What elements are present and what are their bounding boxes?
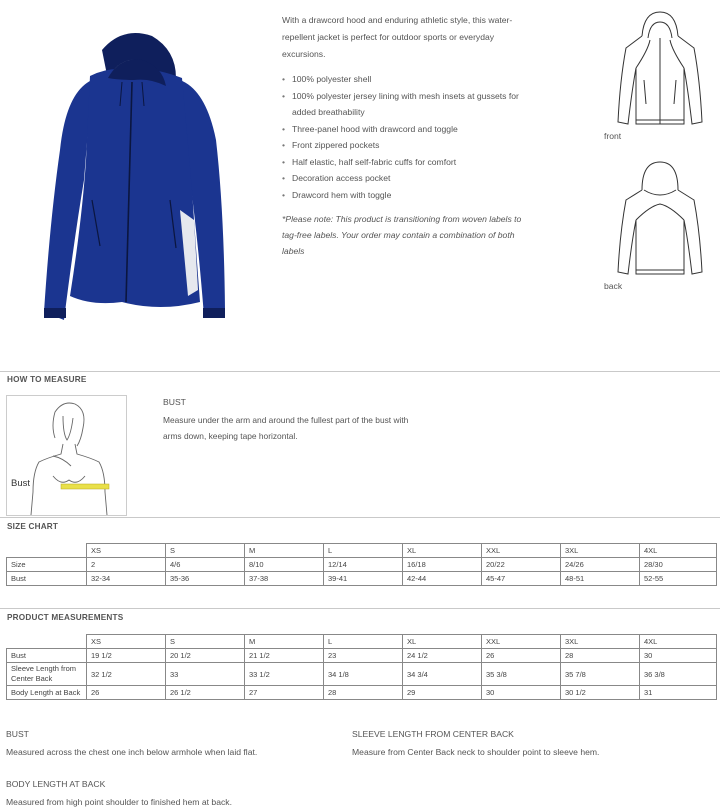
- table-cell: 30 1/2: [561, 686, 640, 700]
- empty-cell: [7, 544, 87, 558]
- table-cell: 12/14: [324, 558, 403, 572]
- table-cell: 8/10: [245, 558, 324, 572]
- table-cell: 23: [324, 649, 403, 663]
- table-cell: 26: [87, 686, 166, 700]
- bust-text: Measure under the arm and around the fullest part of the bust with arms down, keeping tape horizontal.: [163, 415, 409, 441]
- table-cell: 20/22: [482, 558, 561, 572]
- table-cell: 24/26: [561, 558, 640, 572]
- table-cell: 2: [87, 558, 166, 572]
- table-cell: 52-55: [640, 572, 717, 586]
- column-header: XS: [87, 544, 166, 558]
- divider: [0, 517, 720, 518]
- front-label: front: [604, 131, 622, 141]
- definition-heading: BUST: [6, 729, 29, 739]
- jacket-product-image: [30, 20, 235, 340]
- table-cell: 36 3/8: [640, 663, 717, 686]
- list-item: • Half elastic, half self-fabric cuffs for comfort: [282, 154, 522, 171]
- row-label: Sleeve Length from Center Back: [7, 663, 87, 686]
- table-cell: 32-34: [87, 572, 166, 586]
- table-cell: 33: [166, 663, 245, 686]
- row-label: Size: [7, 558, 87, 572]
- list-item: • 100% polyester jersey lining with mesh insets at gussets for added breathability: [282, 88, 522, 121]
- list-item: • 100% polyester shell: [282, 71, 522, 88]
- column-header: M: [245, 544, 324, 558]
- table-cell: 35-36: [166, 572, 245, 586]
- empty-cell: [7, 635, 87, 649]
- size-chart-title: SIZE CHART: [7, 522, 59, 531]
- list-item: • Three-panel hood with drawcord and toggle: [282, 121, 522, 138]
- table-cell: 42-44: [403, 572, 482, 586]
- column-header: S: [166, 635, 245, 649]
- bust-instructions: [163, 397, 423, 444]
- table-cell: 37-38: [245, 572, 324, 586]
- column-header: XXL: [482, 544, 561, 558]
- column-header: 3XL: [561, 635, 640, 649]
- back-flat-sketch: [614, 160, 706, 280]
- row-label: Body Length at Back: [7, 686, 87, 700]
- divider: [0, 608, 720, 609]
- list-item: • Front zippered pockets: [282, 137, 522, 154]
- table-cell: 33 1/2: [245, 663, 324, 686]
- sleeve-definition: [352, 729, 712, 757]
- table-cell: 26: [482, 649, 561, 663]
- table-cell: 35 3/8: [482, 663, 561, 686]
- list-item: • Decoration access pocket: [282, 170, 522, 187]
- body-length-definition: [6, 779, 346, 807]
- table-cell: 26 1/2: [166, 686, 245, 700]
- column-header: L: [324, 635, 403, 649]
- table-cell: 45-47: [482, 572, 561, 586]
- divider: [0, 371, 720, 372]
- label-note: *Please note: This product is transitioning from woven labels to tag-free labels. Your order may contain a combination of both labels: [282, 214, 522, 256]
- table-cell: 34 3/4: [403, 663, 482, 686]
- table-cell: 28: [324, 686, 403, 700]
- table-cell: 30: [482, 686, 561, 700]
- column-header: 4XL: [640, 544, 717, 558]
- table-cell: 21 1/2: [245, 649, 324, 663]
- table-cell: 39-41: [324, 572, 403, 586]
- column-header: L: [324, 544, 403, 558]
- size-chart-table: [6, 543, 717, 586]
- feature-list: [282, 71, 522, 203]
- table-cell: 16/18: [403, 558, 482, 572]
- back-label: back: [604, 281, 623, 291]
- product-description: [282, 12, 522, 259]
- table-cell: 19 1/2: [87, 649, 166, 663]
- table-cell: 31: [640, 686, 717, 700]
- table-cell: 29: [403, 686, 482, 700]
- table-cell: 4/6: [166, 558, 245, 572]
- measure-figure: [6, 395, 127, 516]
- column-header: XS: [87, 635, 166, 649]
- figure-outline: [7, 396, 126, 515]
- column-header: M: [245, 635, 324, 649]
- table-cell: 20 1/2: [166, 649, 245, 663]
- definition-heading: BODY LENGTH AT BACK: [6, 779, 106, 789]
- column-header: XL: [403, 544, 482, 558]
- product-intro: With a drawcord hood and enduring athletic style, this water-repellent jacket is perfect for outdoor sports or everyday excursions.: [282, 15, 513, 59]
- table-cell: 35 7/8: [561, 663, 640, 686]
- table-row: [7, 686, 717, 700]
- column-header: XXL: [482, 635, 561, 649]
- definition-heading: SLEEVE LENGTH FROM CENTER BACK: [352, 729, 514, 739]
- table-cell: 32 1/2: [87, 663, 166, 686]
- list-item: • Drawcord hem with toggle: [282, 187, 522, 204]
- product-measurements-table: [6, 634, 717, 700]
- table-cell: 28/30: [640, 558, 717, 572]
- definition-text: Measure from Center Back neck to shoulder point to sleeve hem.: [352, 747, 600, 757]
- column-header: 3XL: [561, 544, 640, 558]
- definition-text: Measured from high point shoulder to finished hem at back.: [6, 797, 232, 807]
- table-cell: 27: [245, 686, 324, 700]
- bust-heading: BUST: [163, 397, 186, 407]
- product-measurements-title: PRODUCT MEASUREMENTS: [7, 613, 124, 622]
- table-header-row: [7, 635, 717, 649]
- front-flat-sketch: [614, 10, 706, 130]
- definition-text: Measured across the chest one inch below armhole when laid flat.: [6, 747, 258, 757]
- table-cell: 34 1/8: [324, 663, 403, 686]
- row-label: Bust: [7, 649, 87, 663]
- column-header: 4XL: [640, 635, 717, 649]
- column-header: XL: [403, 635, 482, 649]
- table-cell: 30: [640, 649, 717, 663]
- bust-definition: [6, 729, 326, 757]
- row-label: Bust: [7, 572, 87, 586]
- tape-measure-band: [61, 484, 109, 489]
- column-header: S: [166, 544, 245, 558]
- table-cell: 24 1/2: [403, 649, 482, 663]
- table-row: [7, 663, 717, 686]
- table-cell: 48-51: [561, 572, 640, 586]
- bust-figure-label: Bust: [11, 478, 31, 489]
- table-row: [7, 558, 717, 572]
- table-cell: 28: [561, 649, 640, 663]
- table-header-row: [7, 544, 717, 558]
- how-to-measure-title: HOW TO MEASURE: [7, 375, 87, 384]
- table-row: [7, 572, 717, 586]
- table-row: [7, 649, 717, 663]
